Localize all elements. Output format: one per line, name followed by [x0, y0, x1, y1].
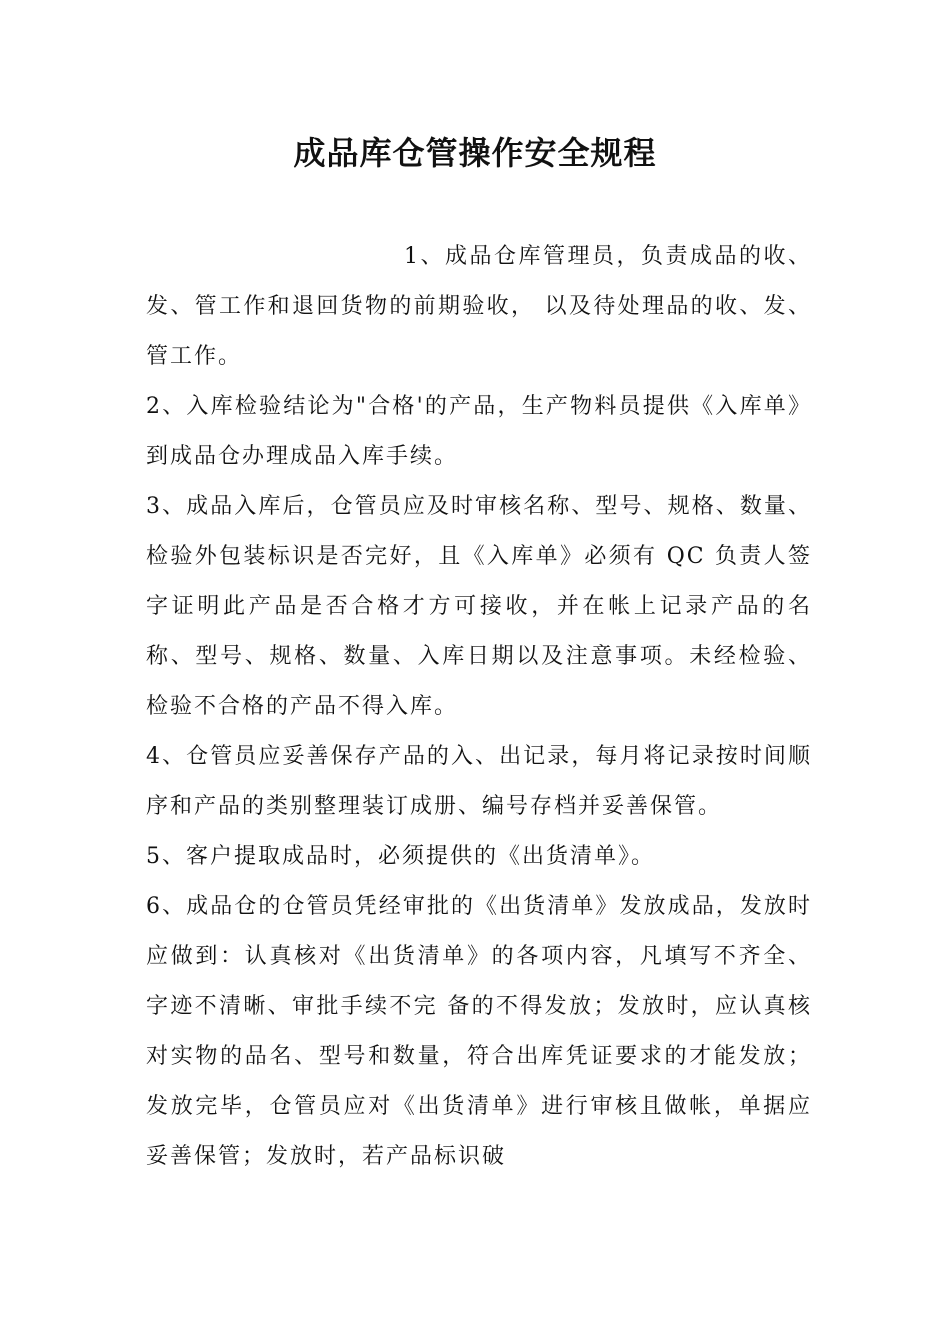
paragraph-4: 4、仓管员应妥善保存产品的入、出记录，每月将记录按时间顺序和产品的类别整理装订成册、编号存档并妥善保管。	[146, 744, 812, 819]
document-body	[146, 232, 812, 1182]
paragraph-3: 3、成品入库后，仓管员应及时审核名称、型号、规格、数量、检验外包装标识是否完好，且《入库单》必须有 QC 负责人签字证明此产品是否合格才方可接收，并在帐上记录产品的名称、型号、规格、数量、入库日期以及注意事项。未经检验、检验不合格的产品不得入库。	[146, 494, 812, 719]
paragraph-1: 1、成品仓库管理员，负责成品的收、发、管工作和退回货物的前期验收， 以及待处理品的收、发、管工作。	[146, 244, 812, 369]
paragraph-5: 5、客户提取成品时，必须提供的《出货清单》。	[146, 844, 655, 869]
paragraph-2: 2、入库检验结论为"合格'的产品，生产物料员提供《入库单》到成品仓办理成品入库手续。	[146, 394, 812, 469]
paragraph-6: 6、成品仓的仓管员凭经审批的《出货清单》发放成品，发放时应做到：认真核对《出货清单》的各项内容，凡填写不齐全、字迹不清晰、审批手续不完 备的不得发放；发放时，应认真核对实物的品名、型号和数量，符合出库凭证要求的才能发放；发放完毕，仓管员应对《出货清单》进行审核且做帐，单据应妥善保管；发放时，若产品标识破	[146, 894, 812, 1169]
document-title: 成品库仓管操作安全规程	[293, 134, 657, 172]
